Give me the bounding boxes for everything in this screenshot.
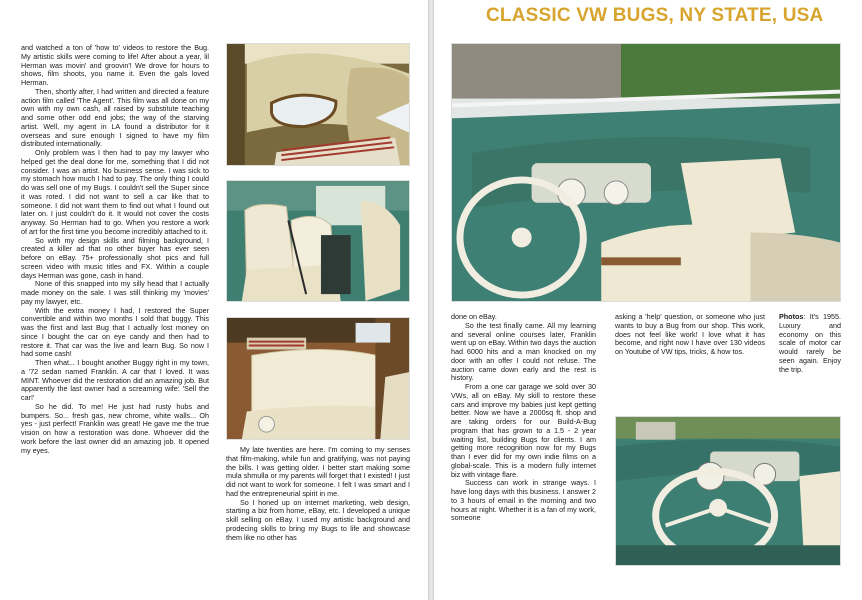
- paragraph: Then what... I bought another Buggy right in my town, a '72 sedan named Franklin. A car that I loved. It was MINT. Whoever did the restoration did an amazing job. But apparently the last owner had a screaming wife: 'Sell the car!': [21, 358, 209, 402]
- paragraph: My late twenties are here. I'm coming to my senses that film-making, while fun and gratifying, was not paying the bills. I was getting older. I better start making some mula shmulla or my parents will forget that I existed! I just did not want to work for someone. I felt I was smart and I had the entrepreneurial spirit in me.: [226, 445, 410, 498]
- paragraph: asking a 'help' question, or someone who just wants to buy a Bug from our shop. This work, does not feel like work! I love what it has become, and right now I have over 130 videos on Youtube of VW tips, tricks, & how tos.: [615, 312, 765, 356]
- photo-bug-dashboard-convertible: [451, 43, 841, 302]
- photo-bug-front-seats: [226, 180, 410, 302]
- caption-label: Photos: [779, 312, 804, 321]
- paragraph: From a one car garage we sold over 30 VWs, all on eBay. My skill to restore these cars and improve my babies just kept getting better. Now we have a 2000sq ft. shop and are taking orders for our Build-A-Bug program that has grown to a 1.5 - 2 year waiting list, building Bugs for clients. I am getting more recognition now for my Bugs than I ever did for my own indie films on a global-scale. This is a modern fully internet biz with vintage flare.: [451, 382, 596, 479]
- paragraph: Success can work in strange ways. I have long days with this business. I answer 2 to 3 hours of email in the morning and two hours at night. Whether it is a fan of my work, someone: [451, 478, 596, 523]
- photo-bug-rear-interior: [226, 43, 410, 166]
- right-text-column-1: [451, 313, 596, 523]
- paragraph: None of this snapped into my silly head that I actually made money on the sale. I was still thinking my 'movies' pay my lawyer, etc.: [21, 279, 209, 306]
- photo-bug-rear-seat: [226, 317, 410, 440]
- paragraph: With the extra money I had, I restored the Super convertible and within two months I sold that buggy. This was the first and last Bug that I actually lost money on since I bought the car on eye candy and then had to restore it. That car was the live and learn Bug. So now I had some cash!: [21, 305, 209, 359]
- paragraph: done on eBay.: [451, 312, 497, 321]
- photo-caption: [779, 313, 841, 374]
- left-page: [0, 0, 428, 600]
- right-text-column-2: [615, 313, 765, 357]
- paragraph: So he did. To me! He just had rusty hubs and bumpers. So... fresh gas, new chrome, white walls... Oh yes - just perfect! Franklin was great! He gave me the true vision on how a restoration was done. Whoever did the work before the last owner did an amazing job. It opened my eyes.: [21, 401, 209, 455]
- left-text-column: [21, 44, 209, 455]
- paragraph: Then, shortly after, I had written and directed a feature action film called 'The Agent'. This film was all done on my own with my own cash, all raised by substitute teaching and some other odd end jobs; the way of the starving artist. Well, my agent in LA found a distributor for it overseas and sure enough I signed to have my film distributed internationally.: [21, 86, 209, 149]
- paragraph: So I honed up on internet marketing, web design, starting a biz from home, eBay, etc. I developed a unique skill selling on eBay. I used my artistic background and prodecing skills to bring my Bugs to life and showcase them like no other has: [226, 497, 410, 542]
- caption-text: : It's 1955. Luxury and economy on this scale of motor car would rarely be seen again. Enjoy the trip.: [779, 312, 841, 374]
- right-page: [434, 0, 862, 600]
- paragraph: and watched a ton of 'how to' videos to restore the Bug. My artistic skills were coming to life! After about a year, lil Herman was movin' and groovin'! We drove for hours to shows, film shoots, you name it. Even the gals loved Herman.: [21, 43, 209, 87]
- paragraph: So the test finally came. All my learning and several online courses later, Franklin went up on eBay. Within two days the auction had 6000 hits and a man knocked on my door with an offer I could not refuse. The auction came down early and the rest is history.: [451, 320, 596, 383]
- left-text-column-2: [226, 446, 410, 542]
- paragraph: Only problem was I then had to pay my lawyer who helped get the deal done for me, something that I did not consider. I was an artist. No business sense. I was sick to my stomach how much I had to pay. The only thing I could do was sell one of my Bugs. I couldn't sell the Super since it was roted. I did not want to sell a car like that to someone. I did not want them to find out what I found out later on. I just couldn't do it. It would not cover the costs anyway. So Herman had to go. When you restore a work of art for the first time you become incredibly attached to it.: [21, 148, 209, 236]
- section-title: CLASSIC VW BUGS, NY STATE, USA: [486, 5, 824, 26]
- paragraph: So with my design skills and filming background, I created a killer ad that no other buyer has ever seen before on eBay. 75+ professionally shot pics and full screen video with music titles and FX. Within a couple days Herman was gone, cash in hand.: [21, 235, 209, 280]
- photo-bug-steering-wheel: [615, 416, 841, 566]
